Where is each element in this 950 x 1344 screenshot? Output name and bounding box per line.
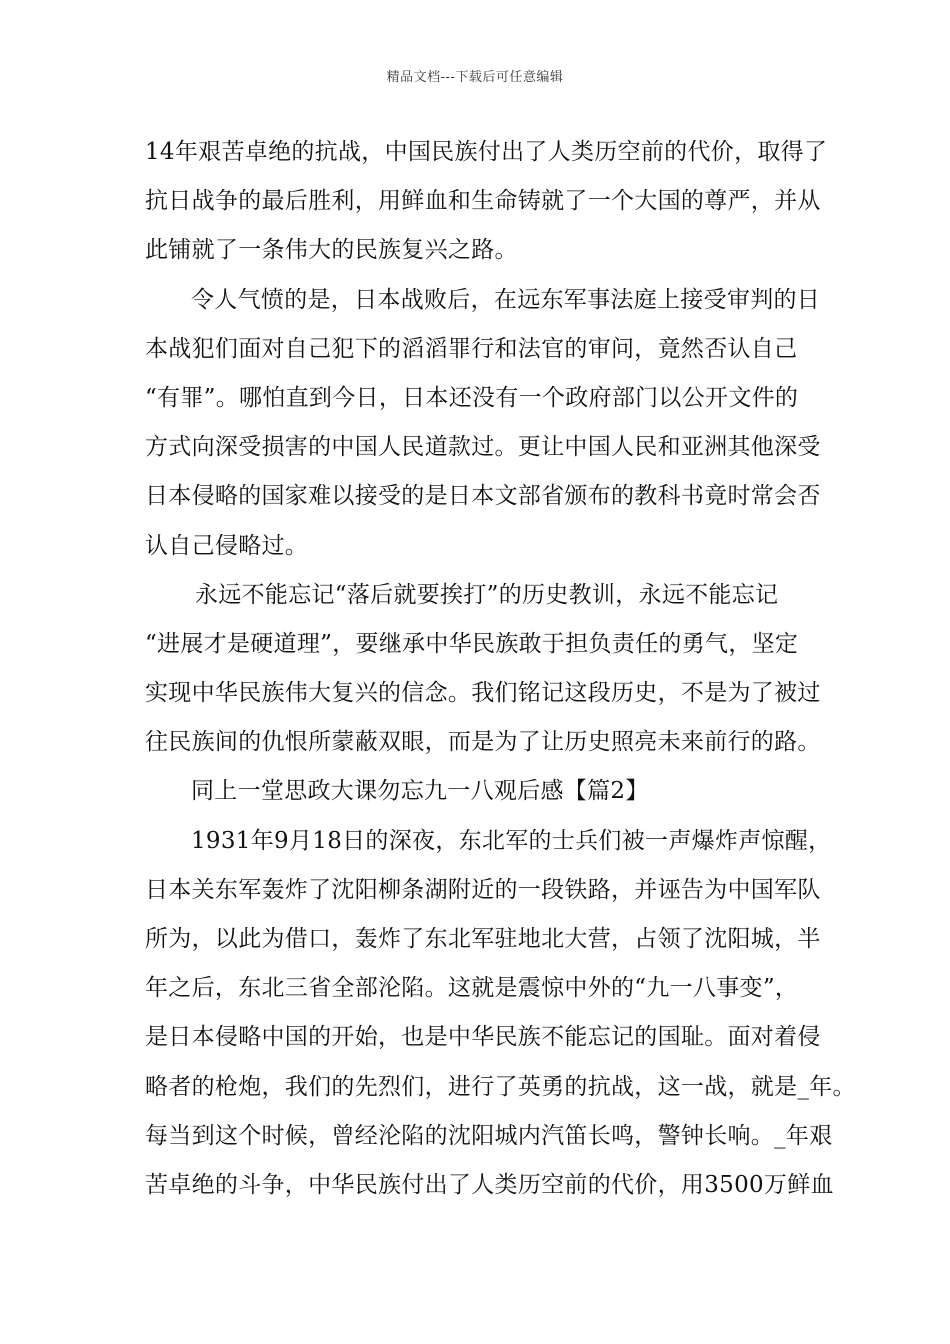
- text-line: 略者的枪炮，我们的先烈们，进行了英勇的抗战，这一战，就是_年。: [145, 1073, 856, 1100]
- text-line: 永远不能忘记“落后就要挨打”的历史教训，永远不能忘记: [195, 581, 779, 608]
- text-line: 实现中华民族伟大复兴的信念。我们铭记这段历史，不是为了被过: [145, 680, 821, 707]
- text-line: 14年艰苦卓绝的抗战，中国民族付出了人类历空前的代价，取得了: [145, 139, 828, 165]
- text-line: 抗日战争的最后胜利，用鲜血和生命铸就了一个大国的尊严，并从: [145, 188, 821, 215]
- text-line: 苦卓绝的斗争，中华民族付出了人类历空前的代价，用3500万鲜血: [145, 1171, 834, 1198]
- text-line: 日本侵略的国家难以接受的是日本文部省颁布的教科书竟时常会否: [145, 483, 821, 510]
- text-line: 所为，以此为借口，轰炸了东北军驻地北大营，占领了沈阳城，半: [145, 926, 821, 952]
- text-line: 是日本侵略中国的开始，也是中华民族不能忘记的国耻。面对着侵: [145, 1024, 821, 1051]
- text-line: 本战犯们面对自己犯下的滔滔罪行和法官的审问，竟然否认自己: [145, 335, 798, 362]
- page-header: 精品文档---下载后可任意编辑: [386, 70, 564, 85]
- text-line: 日本关东军轰炸了沈阳柳条湖附近的一段铁路，并诬告为中国军队: [145, 876, 821, 903]
- text-line: 此铺就了一条伟大的民族复兴之路。: [145, 237, 518, 264]
- text-line: 1931年9月18日的深夜，东北军的士兵们被一声爆炸声惊醒，: [191, 827, 832, 854]
- text-line: 往民族间的仇恨所蒙蔽双眼，而是为了让历史照亮未来前行的路。: [145, 729, 821, 756]
- text-line: 年之后，东北三省全部沦陷。这就是震惊中外的“九一八事变”，: [145, 975, 799, 1002]
- text-line: 方式向深受损害的中国人民道款过。更让中国人民和亚洲其他深受: [145, 434, 821, 461]
- section-heading: 同上一堂思政大课勿忘九一八观后感【篇2】: [191, 778, 649, 805]
- document-body: [145, 128, 856, 1210]
- text-line: “有罪”。哪怕直到今日，日本还没有一个政府部门以公开文件的: [145, 384, 799, 411]
- text-line: 认自己侵略过。: [145, 532, 309, 559]
- text-line: “进展才是硬道理”，要继承中华民族敢于担负责任的勇气，坚定: [145, 630, 799, 657]
- text-line: 每当到这个时候，曾经沦陷的沈阳城内汽笛长鸣，警钟长响。_年艰: [145, 1122, 833, 1149]
- text-line: 令人气愤的是，日本战败后，在远东军事法庭上接受审判的日: [191, 286, 821, 313]
